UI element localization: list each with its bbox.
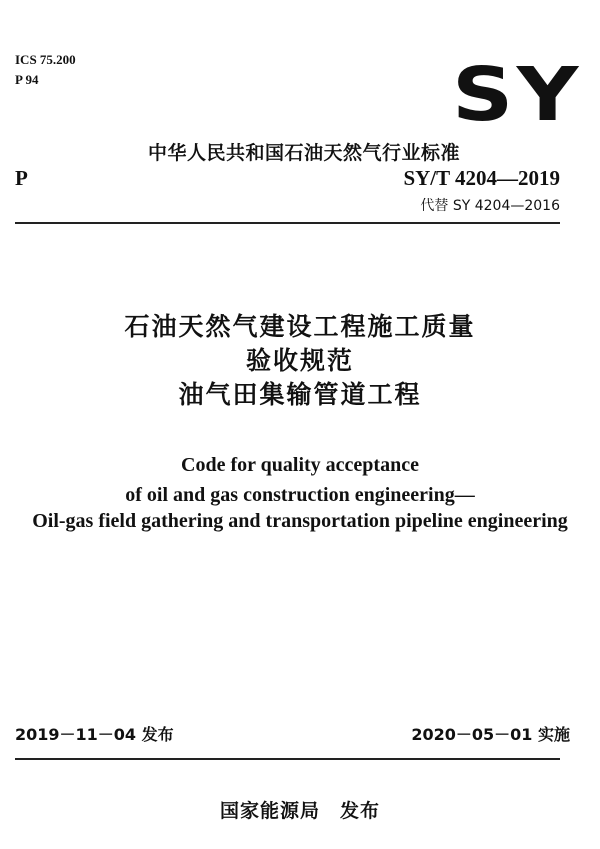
standard-number: SY/T 4204—2019 [403,166,560,190]
chinese-title-line-1: 石油天然气建设工程施工质量 [124,312,476,341]
replaces-note: 代替 SY 4204—2016 [420,198,560,214]
bottom-divider [15,758,560,760]
classification-code: P 94 [15,72,39,87]
top-divider [15,222,560,224]
chinese-title-line-2: 验收规范 [245,346,354,375]
standard-body: 中华人民共和国石油天然气行业标准 [148,142,461,164]
issue-date: 2019－11－04 发布 [15,725,174,744]
category-letter: P [15,166,28,190]
english-title-line-3: Oil-gas field gathering and transportation pipeline engineering [32,510,568,532]
chinese-title-line-3: 油气田集输管道工程 [178,380,422,409]
sy-logo: SY [452,52,582,138]
ics-code: ICS 75.200 [15,52,76,67]
english-title-line-1: Code for quality acceptance [181,454,419,476]
english-title-line-2: of oil and gas construction engineering— [125,484,475,506]
implementation-date: 2020－05－01 实施 [411,725,570,744]
publisher: 国家能源局 发布 [219,800,380,822]
